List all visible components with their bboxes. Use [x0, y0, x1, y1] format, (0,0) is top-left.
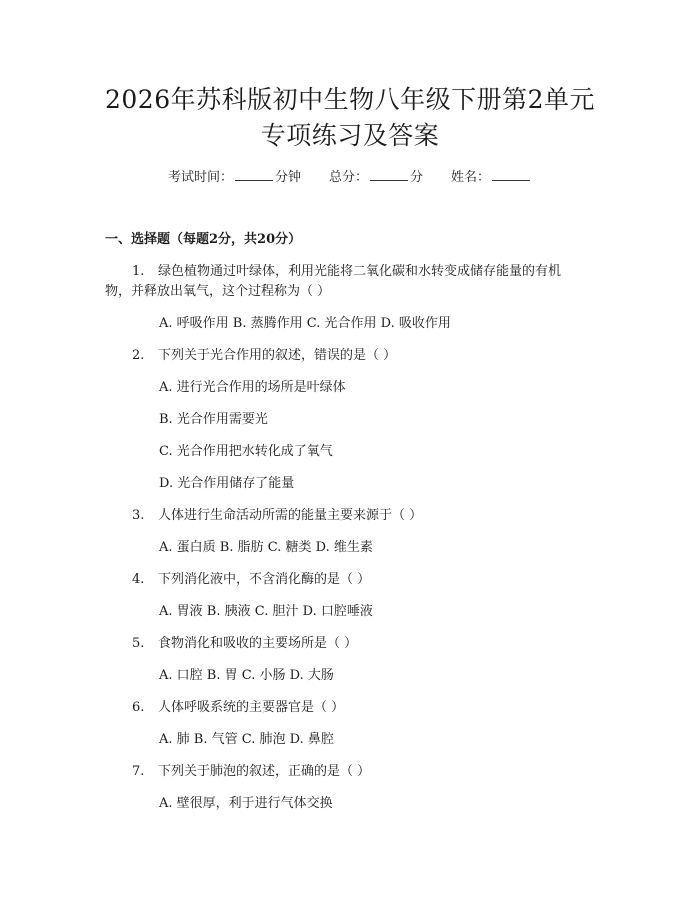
question-6	[132, 698, 344, 718]
question-2-option-b: B. 光合作用需要光	[159, 412, 268, 427]
question-text: 人体进行生命活动所需的能量主要来源于（ ）	[158, 508, 423, 523]
question-5-options: A. 口腔 B. 胃 C. 小肠 D. 大肠	[159, 668, 334, 683]
question-2-option-c: C. 光合作用把水转化成了氧气	[159, 444, 333, 459]
document-title-line-1: 2026年苏科版初中生物八年级下册第2单元	[104, 85, 596, 114]
question-number: 1.	[132, 264, 145, 279]
question-7	[132, 762, 370, 782]
exam-time-unit: 分钟	[274, 170, 301, 185]
exam-time-label: 考试时间：	[167, 170, 233, 185]
exam-meta	[0, 166, 700, 188]
question-1-continued: 物，并释放出氧气，这个过程称为（ ）	[105, 284, 331, 299]
question-text: 绿色植物通过叶绿体，利用光能将二氧化碳和水转变成储存能量的有机	[158, 264, 562, 279]
question-number: 6.	[132, 700, 145, 715]
question-number: 3.	[132, 508, 145, 523]
exam-score-unit: 分	[410, 170, 424, 185]
question-number: 5.	[132, 636, 145, 651]
exam-name-label: 姓名：	[451, 170, 491, 185]
question-3-options: A. 蛋白质 B. 脂肪 C. 糖类 D. 维生素	[159, 540, 373, 555]
question-number: 7.	[132, 764, 145, 779]
question-2	[132, 346, 396, 366]
question-text: 人体呼吸系统的主要器官是（ ）	[158, 700, 345, 715]
question-1-options: A. 呼吸作用 B. 蒸腾作用 C. 光合作用 D. 吸收作用	[159, 316, 451, 331]
question-text: 下列消化液中，不含消化酶的是（ ）	[158, 572, 371, 587]
question-2-option-a: A. 进行光合作用的场所是叶绿体	[159, 380, 346, 395]
exam-time-blank	[235, 166, 273, 181]
document-title-line-2: 专项练习及答案	[260, 121, 440, 150]
question-3	[132, 506, 422, 526]
exam-score-blank	[370, 166, 408, 181]
question-6-options: A. 肺 B. 气管 C. 肺泡 D. 鼻腔	[159, 732, 334, 747]
question-5	[132, 634, 357, 654]
section-heading-choice: 一、选择题（每题2分，共20分）	[105, 232, 302, 247]
question-7-option-a: A. 壁很厚，利于进行气体交换	[159, 796, 333, 811]
exam-name-blank	[492, 166, 530, 181]
question-4-options: A. 胃液 B. 胰液 C. 胆汁 D. 口腔唾液	[159, 604, 373, 619]
question-2-option-d: D. 光合作用储存了能量	[159, 476, 295, 491]
question-text: 下列关于光合作用的叙述，错误的是（ ）	[158, 348, 397, 363]
question-4	[132, 570, 370, 590]
question-number: 2.	[132, 348, 145, 363]
question-number: 4.	[132, 572, 145, 587]
question-1	[132, 262, 561, 282]
question-text: 食物消化和吸收的主要场所是（ ）	[158, 636, 358, 651]
exam-score-label: 总分：	[328, 170, 368, 185]
question-text: 下列关于肺泡的叙述，正确的是（ ）	[158, 764, 371, 779]
